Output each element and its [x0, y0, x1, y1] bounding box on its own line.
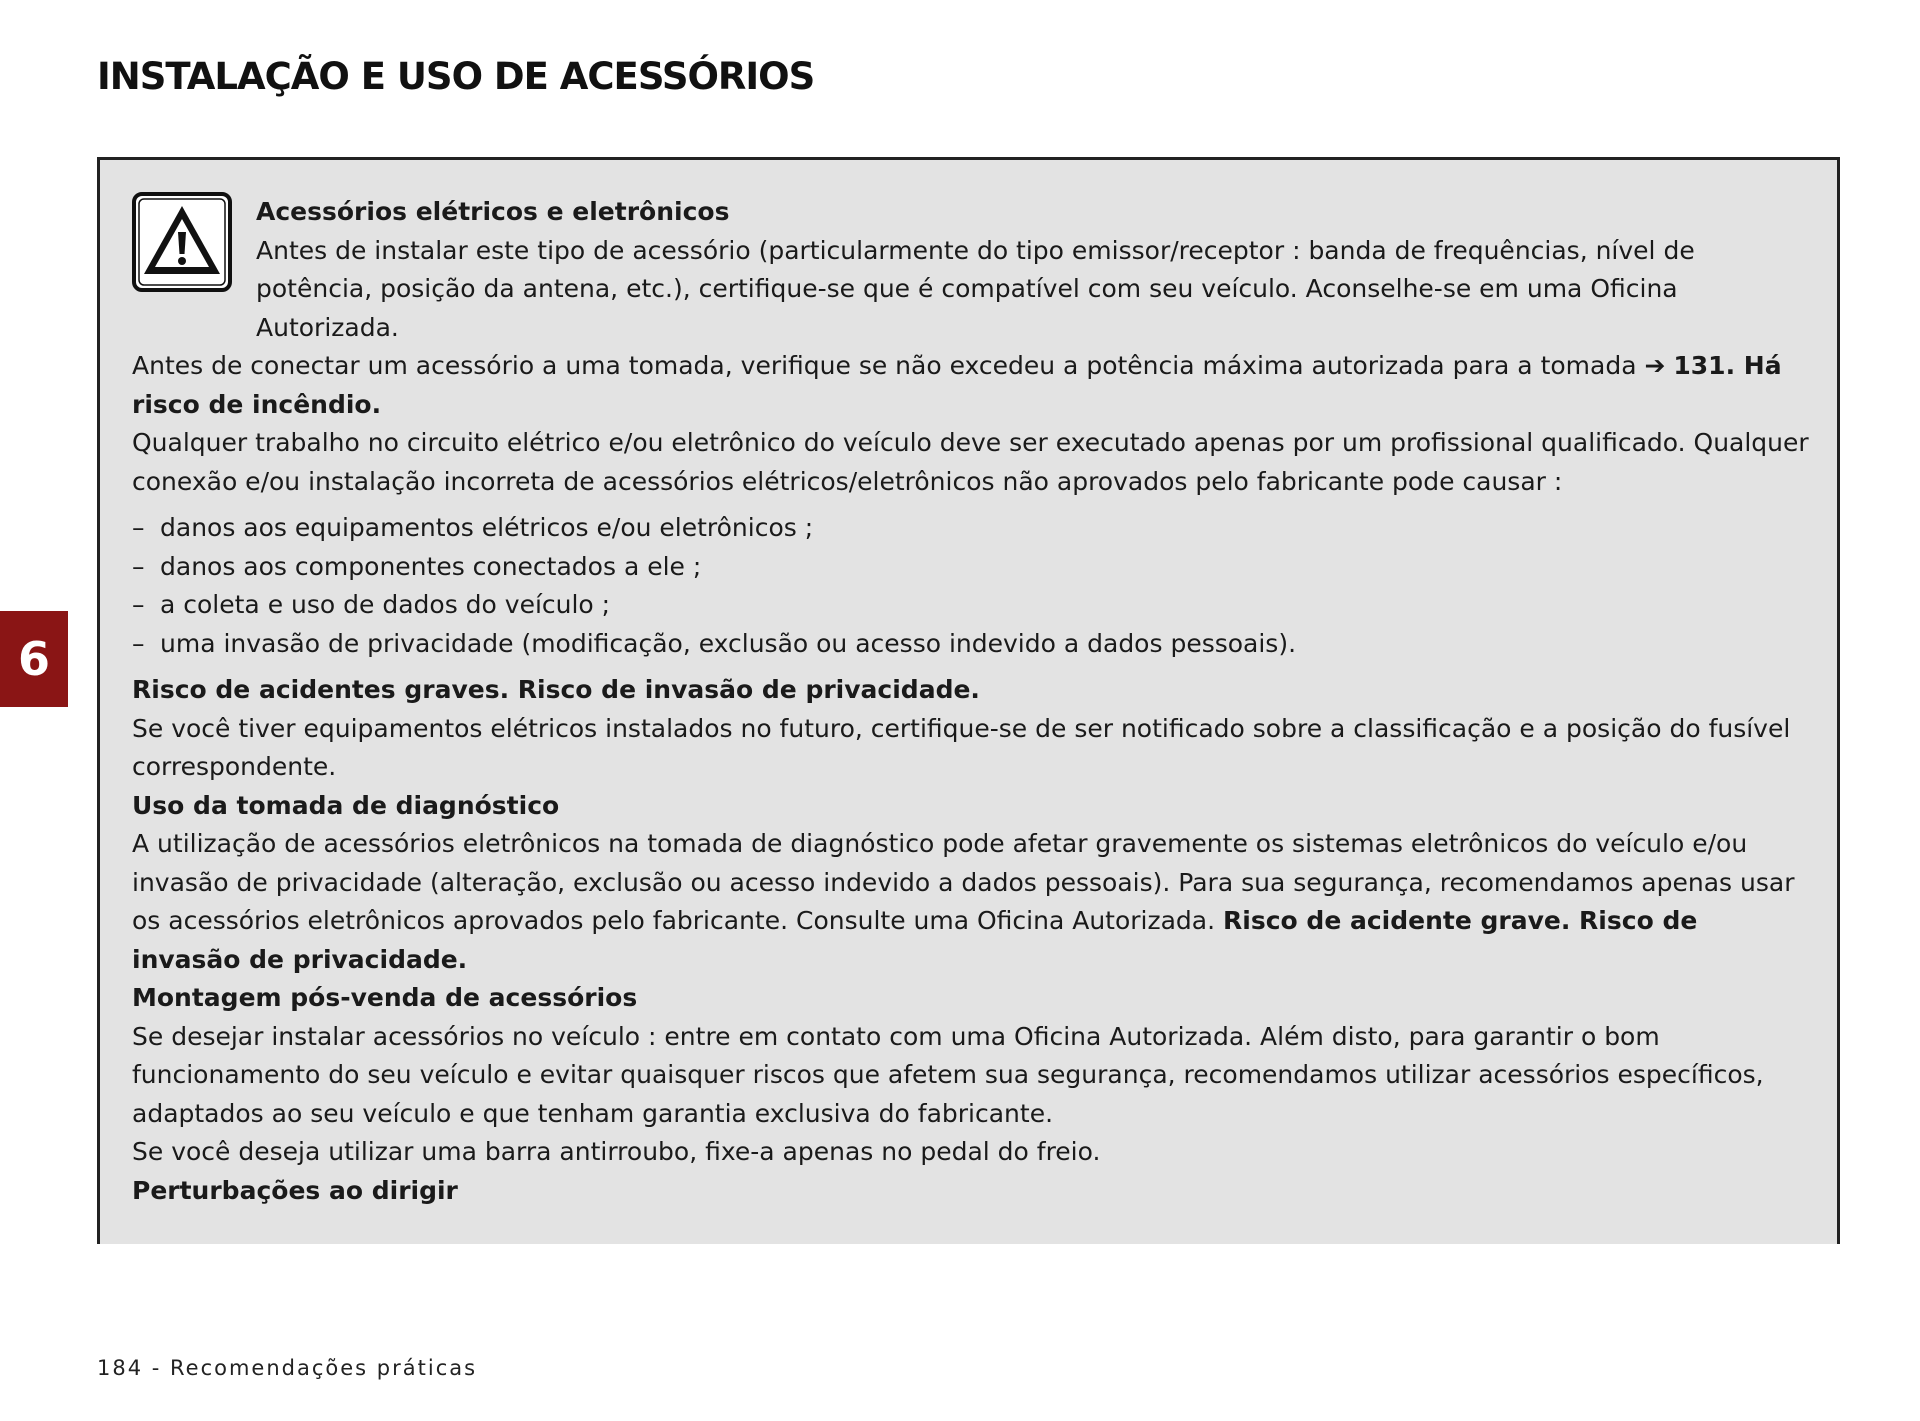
list-item-text: danos aos componentes conectados a ele ;	[160, 551, 702, 581]
antitheft-paragraph: Se você deseja utilizar uma barra antirroubo, fixe-a apenas no pedal do freio.	[132, 1137, 1101, 1166]
arrow-right-icon: ➔	[1644, 351, 1666, 380]
section-heading-driving: Perturbações ao dirigir	[132, 1175, 458, 1205]
list-item	[132, 548, 1812, 587]
section-heading-aftersale: Montagem pós-venda de acessórios	[132, 983, 638, 1012]
risk-statement: Risco de acidentes graves. Risco de invasão de privacidade.	[132, 675, 980, 704]
list-item-text: danos aos equipamentos elétricos e/ou eletrônicos ;	[160, 513, 814, 542]
intro-paragraph: Antes de instalar este tipo de acessório (particularmente do tipo emissor/receptor : banda de frequências, nível de potência, posição da antena, etc.), certifique-se que é compatível com seu veículo. Aconselhe-se em uma Oficina Autorizada.	[256, 235, 1695, 342]
fuse-paragraph: Se você tiver equipamentos elétricos instalados no futuro, certifique-se de ser notificado sobre a classificação e a posição do fusível correspondente.	[132, 713, 1791, 781]
chapter-tab	[0, 611, 68, 707]
diagnostic-paragraph	[132, 825, 1812, 979]
list-item	[132, 625, 1812, 664]
page-title: INSTALAÇÃO E USO DE ACESSÓRIOS	[97, 55, 815, 98]
socket-text: Antes de conectar um acessório a uma tomada, verifique se não excedeu a potência máxima autorizada para a tomada	[132, 351, 1637, 380]
warning-box	[97, 157, 1840, 1244]
diagnostic-text: A utilização de acessórios eletrônicos na tomada de diagnóstico pode afetar gravemente os sistemas eletrônicos do veículo e/ou invasão de privacidade (alteração, exclusão ou acesso indevido a dados pessoais). Para sua segurança, recomendamos apenas usar os acessórios eletrônicos aprovados pelo fabricante. Consulte uma Oficina Autorizada.	[132, 829, 1795, 935]
diagnostic-risk: Risco de acidente grave. Risco de invasão de privacidade.	[132, 906, 1698, 974]
aftersale-paragraph: Se desejar instalar acessórios no veículo : entre em contato com uma Oficina Autorizada. Além disto, para garantir o bom funcionamento do seu veículo e evitar quaisquer riscos que afetem sua segurança, recomendamos utilizar acessórios específicos, adaptados ao seu veículo e que tenham garantia exclusiva do fabricante.	[132, 1021, 1764, 1128]
page-reference: 131. Há risco de incêndio.	[132, 351, 1782, 419]
list-dash: –	[132, 513, 145, 542]
consequences-list	[132, 509, 1812, 663]
list-dash: –	[132, 628, 145, 658]
section-heading-diagnostic: Uso da tomada de diagnóstico	[132, 790, 560, 820]
chapter-number: 6	[17, 632, 50, 686]
qualified-paragraph: Qualquer trabalho no circuito elétrico e/ou eletrônico do veículo deve ser executado apenas por um profissional qualificado. Qualquer conexão e/ou instalação incorreta de acessórios elétricos/eletrônicos não aprovados pelo fabricante pode causar :	[132, 428, 1809, 496]
list-item	[132, 509, 1812, 548]
list-dash: –	[132, 551, 145, 581]
list-dash: –	[132, 590, 145, 619]
section-heading-electrical: Acessórios elétricos e eletrônicos	[256, 197, 730, 226]
list-item-text: a coleta e uso de dados do veículo ;	[160, 590, 611, 619]
socket-paragraph	[132, 347, 1812, 424]
warning-content	[132, 193, 1812, 1210]
page-footer: 184 - Recomendações práticas	[97, 1356, 478, 1380]
list-item	[132, 586, 1812, 625]
list-item-text: uma invasão de privacidade (modificação, exclusão ou acesso indevido a dados pessoais).	[160, 628, 1297, 658]
